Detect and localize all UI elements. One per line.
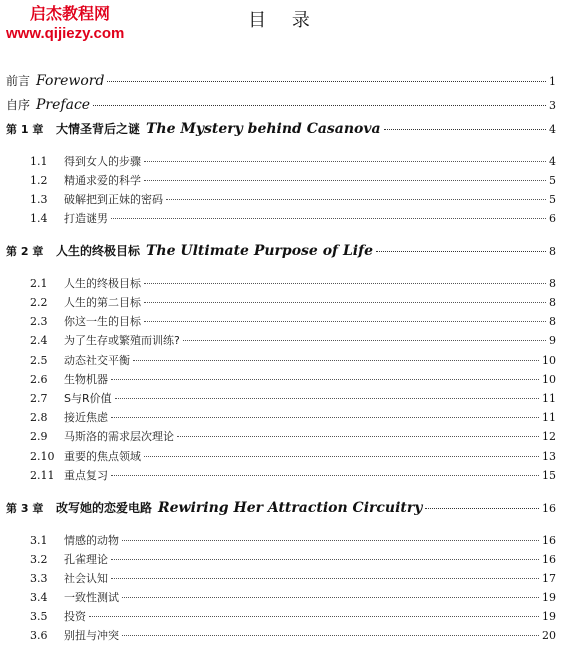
toc-section[interactable] — [0, 570, 568, 586]
toc-entry-foreword[interactable] — [0, 72, 568, 89]
dot-leader — [183, 340, 546, 341]
section-title: 社会认知 — [64, 572, 108, 585]
chapter-label: 第 3 章 — [6, 502, 44, 515]
page-number: 15 — [542, 469, 556, 482]
dot-leader — [93, 105, 546, 106]
toc-section[interactable] — [0, 428, 568, 444]
dot-leader — [111, 379, 539, 380]
entry-label: 前言 — [6, 74, 31, 88]
page-number: 5 — [549, 193, 556, 206]
page-number: 13 — [542, 450, 556, 463]
dot-leader — [107, 81, 546, 82]
toc-section[interactable] — [0, 210, 568, 226]
section-number: 2.4 — [30, 334, 48, 347]
toc-section[interactable] — [0, 551, 568, 567]
toc-section[interactable] — [0, 371, 568, 387]
section-title: 得到女人的步骤 — [64, 155, 141, 168]
dot-leader — [122, 635, 539, 636]
section-title: 马斯洛的需求层次理论 — [64, 430, 174, 443]
page-number: 17 — [542, 572, 556, 585]
section-title: 打造谜男 — [64, 212, 108, 225]
section-number: 1.1 — [30, 155, 48, 168]
dot-leader — [177, 436, 539, 437]
toc-section[interactable] — [0, 275, 568, 291]
dot-leader — [425, 508, 539, 509]
toc-section[interactable] — [0, 608, 568, 624]
toc-section[interactable] — [0, 409, 568, 425]
section-number: 3.2 — [30, 553, 48, 566]
toc-section[interactable] — [0, 172, 568, 188]
page-number: 9 — [549, 334, 556, 347]
section-number: 2.5 — [30, 354, 48, 367]
page-number: 20 — [542, 629, 556, 642]
dot-leader — [122, 540, 539, 541]
dot-leader — [384, 129, 546, 130]
section-number: 2.9 — [30, 430, 48, 443]
section-number: 2.2 — [30, 296, 48, 309]
page-number: 16 — [542, 502, 556, 515]
chapter-title-en: Rewiring Her Attraction Circuitry — [158, 500, 423, 516]
section-number: 1.2 — [30, 174, 48, 187]
page-number: 8 — [549, 245, 556, 258]
page-number: 6 — [549, 212, 556, 225]
toc-section[interactable] — [0, 332, 568, 348]
toc-section[interactable] — [0, 313, 568, 329]
section-number: 3.5 — [30, 610, 48, 623]
chapter-title-cn: 改写她的恋爱电路 — [56, 501, 153, 515]
dot-leader — [122, 597, 539, 598]
chapter-title-en: The Mystery behind Casanova — [146, 121, 381, 137]
toc-section[interactable] — [0, 589, 568, 605]
chapter-title-cn: 大情圣背后之谜 — [56, 122, 141, 136]
page-number: 19 — [542, 591, 556, 604]
dot-leader — [111, 559, 539, 560]
section-title: 重点复习 — [64, 469, 108, 482]
page-number: 16 — [542, 534, 556, 547]
section-number: 2.1 — [30, 277, 48, 290]
toc-section[interactable] — [0, 467, 568, 483]
section-number: 3.3 — [30, 572, 48, 585]
page-number: 10 — [542, 373, 556, 386]
page-number: 3 — [549, 99, 556, 112]
section-title: 投资 — [64, 610, 86, 623]
toc-section[interactable] — [0, 532, 568, 548]
chapter-title-en: The Ultimate Purpose of Life — [146, 243, 374, 259]
dot-leader — [144, 321, 546, 322]
dot-leader — [166, 199, 546, 200]
page-number: 4 — [549, 155, 556, 168]
chapter-label: 第 1 章 — [6, 123, 44, 136]
section-number: 2.7 — [30, 392, 48, 405]
dot-leader — [144, 302, 546, 303]
section-title: 生物机器 — [64, 373, 108, 386]
dot-leader — [144, 180, 546, 181]
section-number: 2.11 — [30, 469, 55, 482]
section-title: 动态社交平衡 — [64, 354, 130, 367]
toc-section[interactable] — [0, 390, 568, 406]
section-title: 精通求爱的科学 — [64, 174, 141, 187]
section-title: 人生的第二目标 — [64, 296, 141, 309]
dot-leader — [111, 218, 546, 219]
section-title: 别扭与冲突 — [64, 629, 119, 642]
dot-leader — [89, 616, 539, 617]
toc-section[interactable] — [0, 448, 568, 464]
dot-leader — [111, 578, 539, 579]
toc-section[interactable] — [0, 191, 568, 207]
section-title: 人生的终极目标 — [64, 277, 141, 290]
page-number: 1 — [549, 75, 556, 88]
toc-section[interactable] — [0, 627, 568, 643]
toc-title: 目 录 — [248, 10, 320, 31]
page-number: 5 — [549, 174, 556, 187]
page-number: 4 — [549, 123, 556, 136]
section-number: 3.1 — [30, 534, 48, 547]
page-number: 8 — [549, 315, 556, 328]
section-title: 孔雀理论 — [64, 553, 108, 566]
watermark-url: www.qijiezy.com — [6, 25, 125, 42]
dot-leader — [133, 360, 539, 361]
page-number: 8 — [549, 277, 556, 290]
entry-label: 自序 — [6, 98, 31, 112]
dot-leader — [376, 251, 546, 252]
page-number: 10 — [542, 354, 556, 367]
section-title: 破解把到正妹的密码 — [64, 193, 163, 206]
page-number: 19 — [542, 610, 556, 623]
section-number: 1.3 — [30, 193, 48, 206]
watermark-name: 启杰教程网 — [30, 4, 111, 23]
chapter-title-cn: 人生的终极目标 — [56, 244, 141, 258]
section-title: 为了生存或繁殖而训练? — [64, 334, 180, 347]
section-number: 2.3 — [30, 315, 48, 328]
chapter-label: 第 2 章 — [6, 245, 44, 258]
section-number: 1.4 — [30, 212, 48, 225]
section-number: 3.6 — [30, 629, 48, 642]
toc-section[interactable] — [0, 352, 568, 368]
section-number: 3.4 — [30, 591, 48, 604]
toc-entry-preface[interactable] — [0, 96, 568, 113]
section-title: 接近焦虑 — [64, 411, 108, 424]
dot-leader — [111, 417, 539, 418]
section-number: 2.8 — [30, 411, 48, 424]
dot-leader — [144, 283, 546, 284]
dot-leader — [115, 398, 539, 399]
dot-leader — [111, 475, 539, 476]
toc-chapter-2[interactable] — [0, 242, 568, 259]
page-number: 8 — [549, 296, 556, 309]
section-title: 一致性测试 — [64, 591, 119, 604]
toc-section[interactable] — [0, 153, 568, 169]
section-title: 情感的动物 — [64, 534, 119, 547]
section-title: 你这一生的目标 — [64, 315, 141, 328]
dot-leader — [144, 456, 539, 457]
page-number: 11 — [542, 392, 556, 405]
page-number: 12 — [542, 430, 556, 443]
toc-chapter-3[interactable] — [0, 499, 568, 516]
toc-section[interactable] — [0, 294, 568, 310]
page-number: 11 — [542, 411, 556, 424]
section-number: 2.6 — [30, 373, 48, 386]
entry-title: Preface — [36, 97, 91, 113]
toc-chapter-1[interactable] — [0, 120, 568, 137]
section-title: 重要的焦点领域 — [64, 450, 141, 463]
entry-title: Foreword — [36, 73, 105, 89]
section-title: S与R价值 — [64, 392, 112, 405]
page-number: 16 — [542, 553, 556, 566]
section-number: 2.10 — [30, 450, 55, 463]
dot-leader — [144, 161, 546, 162]
